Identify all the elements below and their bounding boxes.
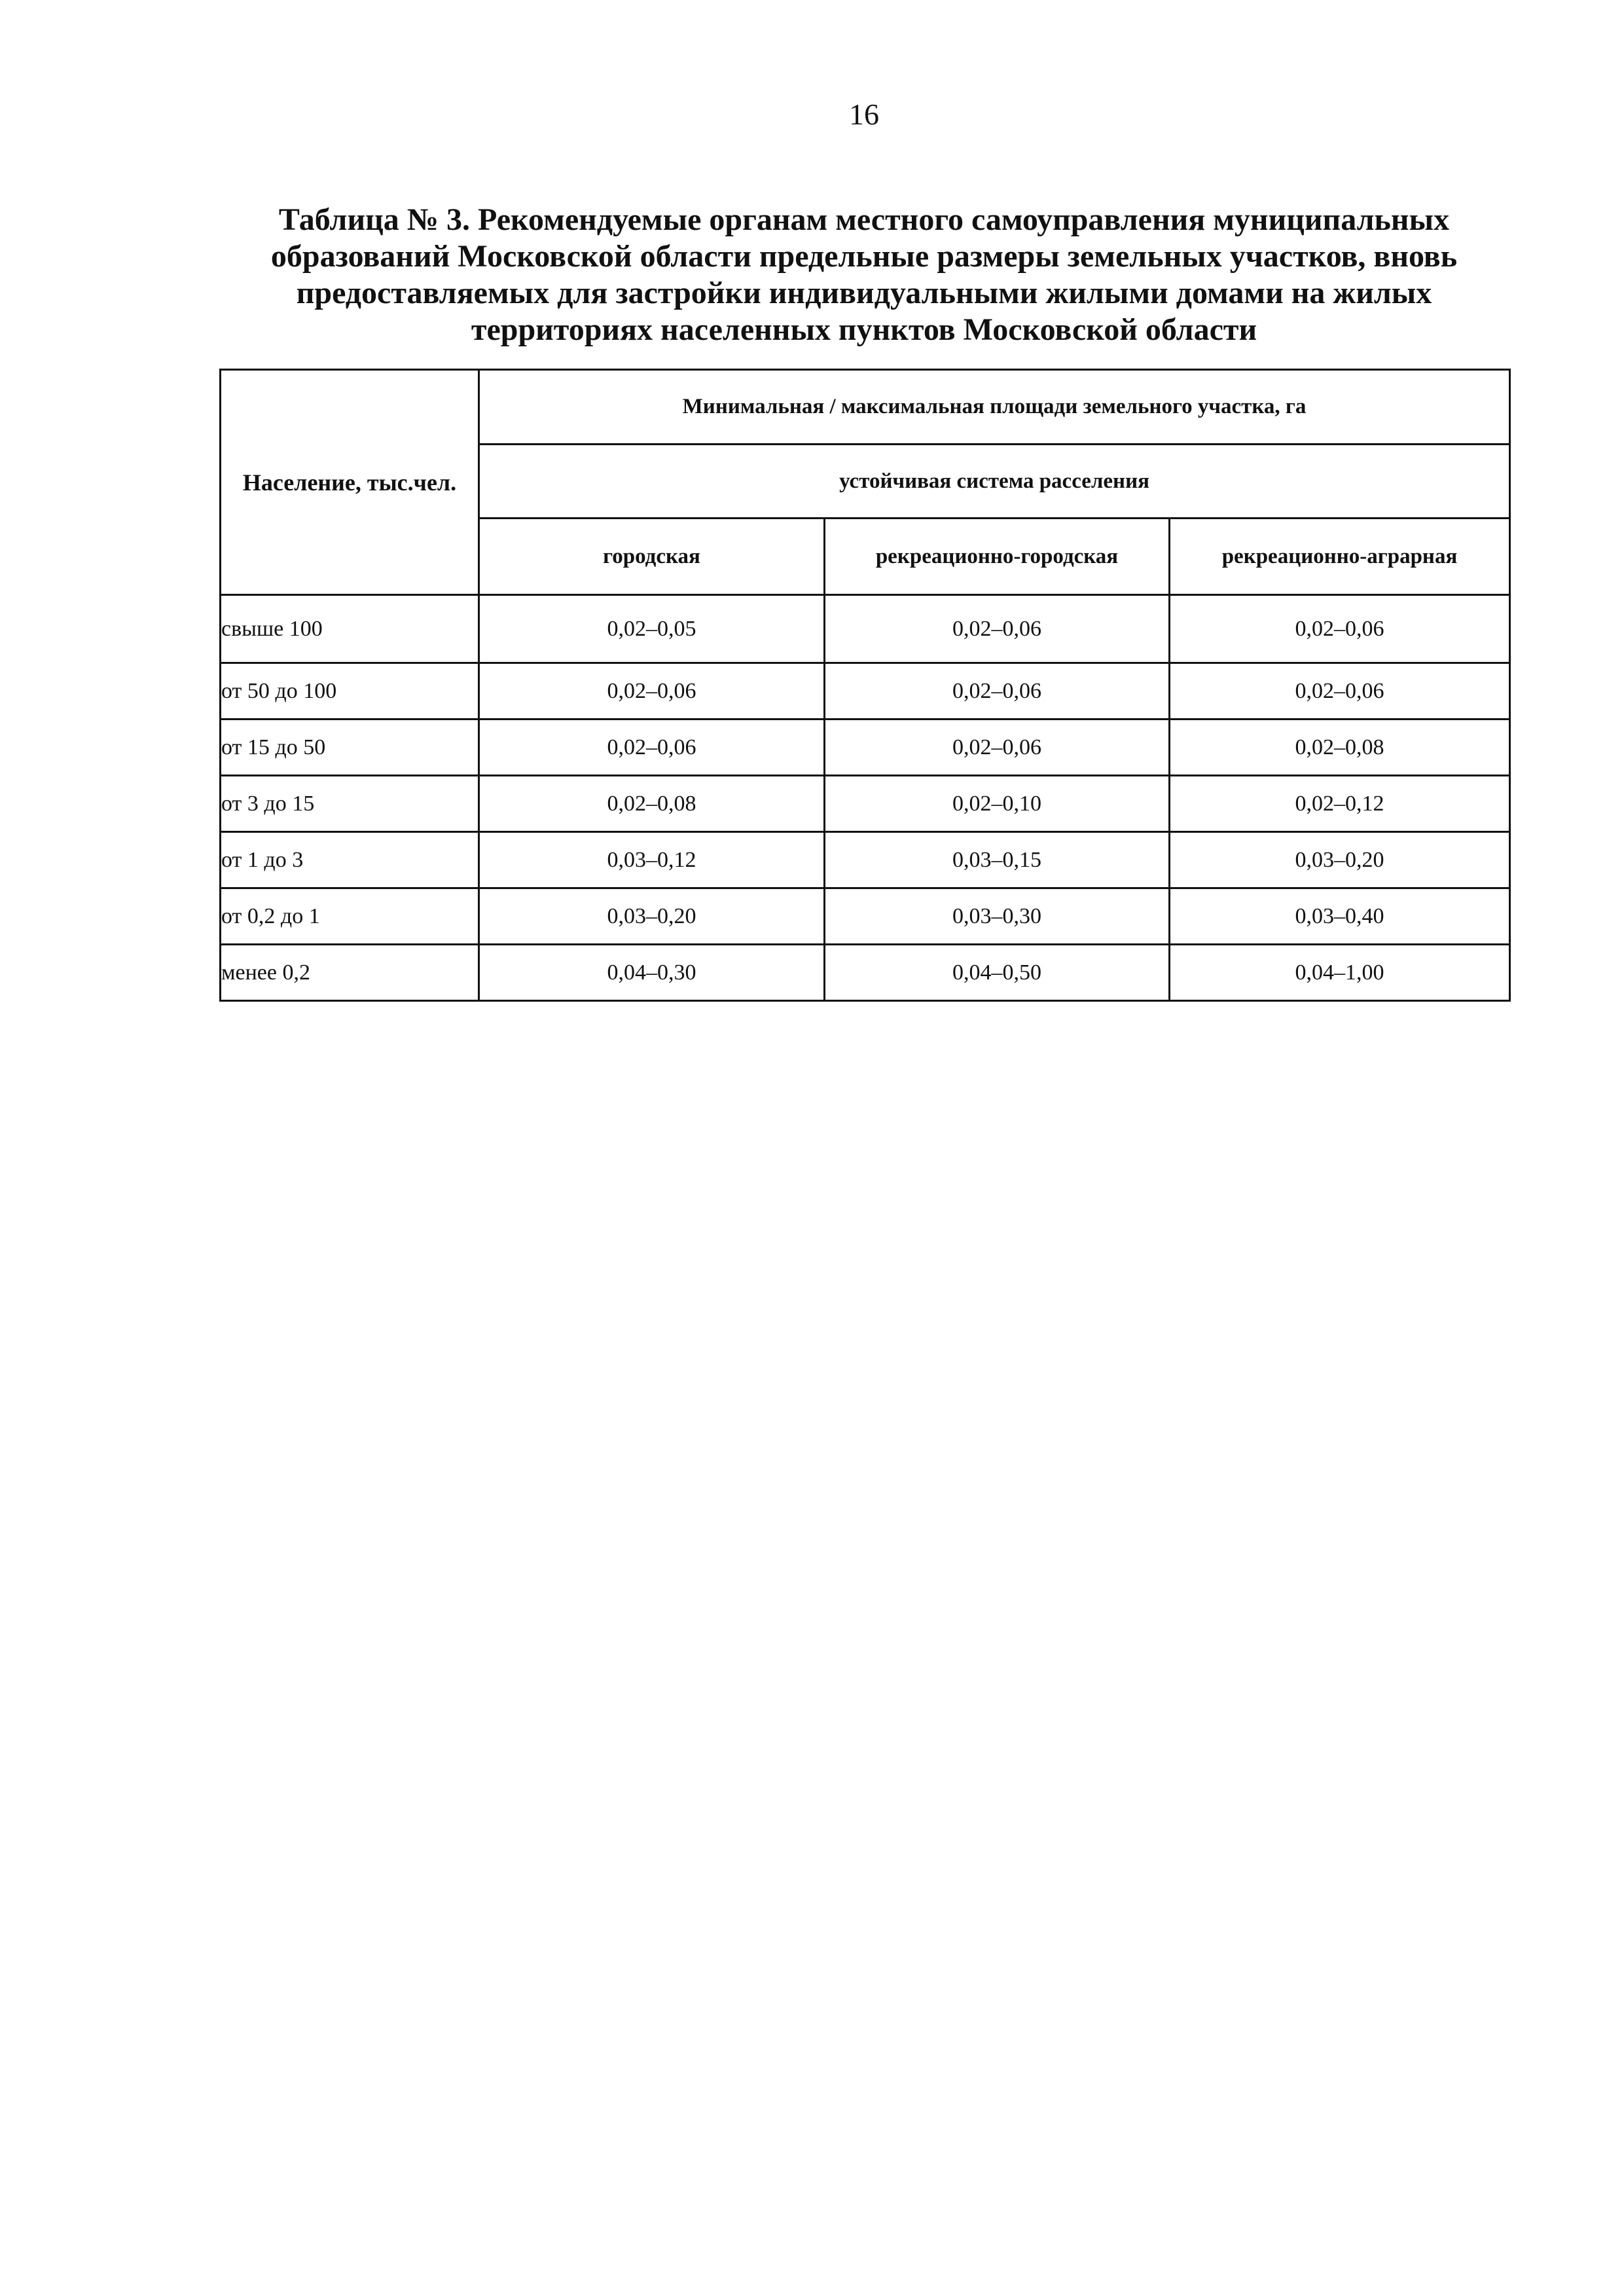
table-cell: 0,02–0,06: [825, 595, 1170, 663]
title-line: образований Московской области предельные размеры земельных участков, вновь: [270, 239, 1458, 274]
table-cell: 0,02–0,06: [825, 720, 1170, 776]
table-cell: 0,02–0,06: [1170, 595, 1510, 663]
table-title: [216, 202, 1512, 348]
table-cell: 0,02–0,06: [479, 720, 825, 776]
table-row: [221, 663, 1510, 720]
row-label: от 0,2 до 1: [221, 888, 479, 945]
table-row: [221, 945, 1510, 1001]
table-cell: 0,04–0,30: [479, 945, 825, 1001]
table-cell: 0,03–0,40: [1170, 888, 1510, 945]
table-cell: 0,03–0,20: [479, 888, 825, 945]
table-cell: 0,03–0,30: [825, 888, 1170, 945]
table-cell: 0,02–0,08: [479, 776, 825, 832]
table-cell: 0,02–0,05: [479, 595, 825, 663]
table-cell: 0,02–0,06: [1170, 663, 1510, 720]
table-cell: 0,02–0,06: [825, 663, 1170, 720]
title-line: территориях населенных пунктов Московской области: [471, 312, 1257, 347]
row-label: от 1 до 3: [221, 832, 479, 888]
table-cell: 0,02–0,12: [1170, 776, 1510, 832]
column-header-recreational-agrarian: рекреационно-аграрная: [1170, 519, 1510, 595]
row-label: от 3 до 15: [221, 776, 479, 832]
page-number: 16: [849, 98, 879, 131]
table-cell: 0,03–0,12: [479, 832, 825, 888]
table-row: [221, 595, 1510, 663]
row-label: от 15 до 50: [221, 720, 479, 776]
land-plot-size-table: [219, 369, 1511, 1002]
table-cell: 0,04–0,50: [825, 945, 1170, 1001]
column-header-urban: городская: [479, 519, 825, 595]
population-header: Население, тыс.чел.: [221, 370, 479, 595]
title-line: Таблица № 3. Рекомендуемые органам местного самоуправления муниципальных: [278, 202, 1450, 237]
table-cell: 0,02–0,10: [825, 776, 1170, 832]
table-row: [221, 720, 1510, 776]
title-line: предоставляемых для застройки индивидуальными жилыми домами на жилых: [296, 276, 1432, 310]
row-label: менее 0,2: [221, 945, 479, 1001]
area-header: Минимальная / максимальная площади земельного участка, га: [479, 370, 1510, 445]
column-header-recreational-urban: рекреационно-городская: [825, 519, 1170, 595]
table-cell: 0,03–0,15: [825, 832, 1170, 888]
row-label: свыше 100: [221, 595, 479, 663]
table-cell: 0,02–0,08: [1170, 720, 1510, 776]
table-cell: 0,02–0,06: [479, 663, 825, 720]
settlement-system-header: устойчивая система расселения: [479, 445, 1510, 519]
table-row: [221, 888, 1510, 945]
table-cell: 0,04–1,00: [1170, 945, 1510, 1001]
row-label: от 50 до 100: [221, 663, 479, 720]
table-row: [221, 776, 1510, 832]
table-row: [221, 832, 1510, 888]
table-cell: 0,03–0,20: [1170, 832, 1510, 888]
